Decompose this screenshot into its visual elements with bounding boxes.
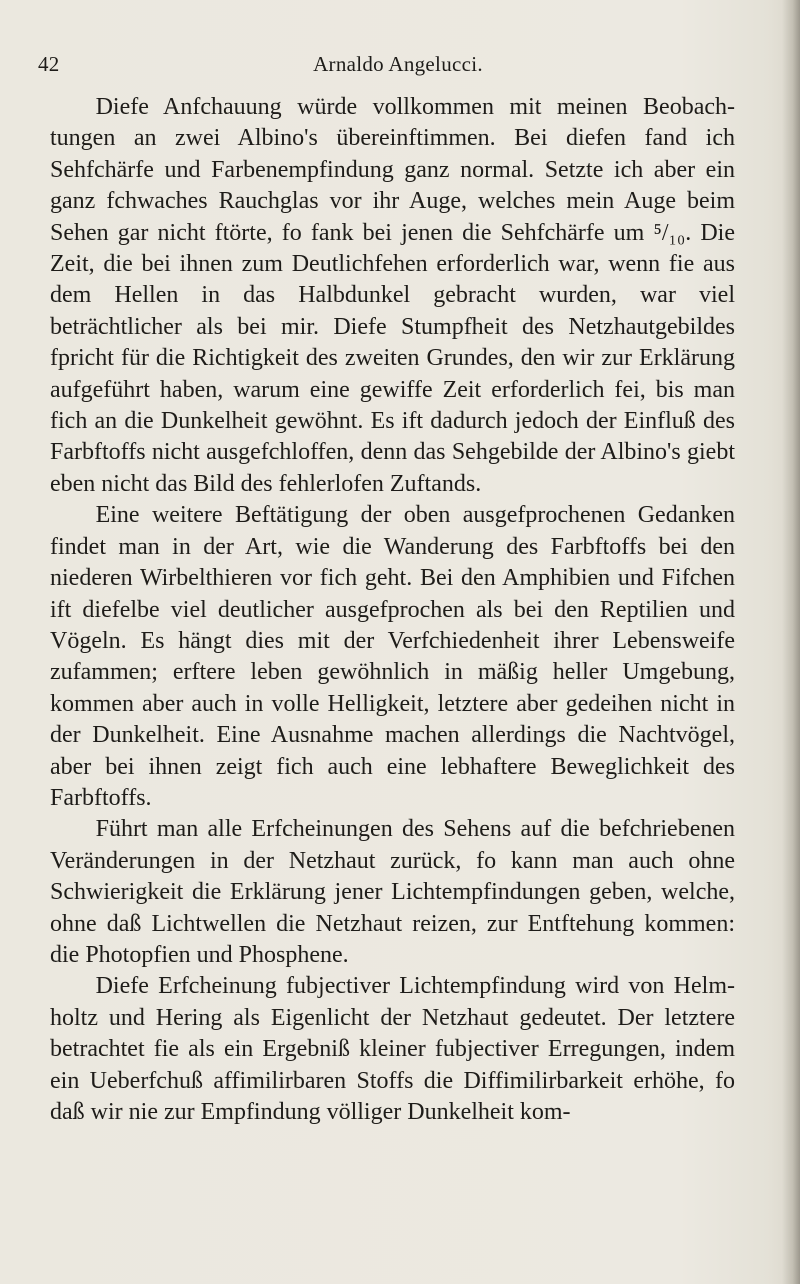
page-number: 42 — [38, 52, 60, 76]
paragraph-4: Diefe Erfcheinung fubjectiver Lichtempfindung wird von Helmholtz und Hering als Eigenlicht der Netzhaut gedeutet. Der letztere betrachtet fie als ein Ergebniß kleiner fubjectiver Erregungen, indem ein Ueberfchuß affimilirbaren Stoffs die Diffimilirbarkeit erhöhe, fo daß wir nie zur Empfindung völliger Dunkelheit kom- — [50, 973, 735, 1125]
paragraph-1: Diefe Anfchauung würde vollkommen mit meinen Beobachtungen an zwei Albino's übereinftimmen. Bei diefen fand ich Sehfchärfe und Farbenempfindung ganz normal. Setzte ich aber ein ganz fchwaches Rauchglas vor ihr Auge, welches mein Auge beim Sehen gar nicht ftörte, fo fank bei jenen die Sehfchärfe um ⁵/₁₀. Die Zeit, die bei ihnen zum Deutlichfehen erforderlich war, wenn fie aus dem Hellen in das Halbdunkel gebracht wurden, war viel beträchtlicher als bei mir. Diefe Stumpfheit des Netzhautgebildes fpricht für die Richtigkeit des zweiten Grundes, den wir zur Erklärung aufgeführt haben, warum eine gewiffe Zeit erforderlich fei, bis man fich an die Dunkelheit gewöhnt. Es ift dadurch jedoch der Einfluß des Farbftoffs nicht ausgefchloffen, denn das Sehgebilde der Albino's giebt eben nicht das Bild des fehlerlofen Zuftands. — [50, 94, 735, 497]
paragraph-2: Eine weitere Beftätigung der oben ausgefprochenen Gedanken findet man in der Art, wie die Wanderung des Farbftoffs bei den niederen Wirbelthieren vor fich geht. Bei den Amphibien und Fifchen ift diefelbe viel deutlicher ausgefprochen als bei den Reptilien und Vögeln. Es hängt dies mit der Verfchiedenheit ihrer Lebensweife zufammen; erftere leben gewöhnlich in mäßig heller Umgebung, kommen aber auch in volle Helligkeit, letztere aber gedeihen nicht in der Dunkelheit. Eine Ausnahme machen allerdings die Nachtvögel, aber bei ihnen zeigt fich auch eine lebhaftere Beweglichkeit des Farbftoffs. — [50, 502, 735, 811]
body-text — [50, 92, 735, 1128]
page-edge-shadow — [782, 0, 800, 1284]
page-header — [38, 52, 738, 84]
paragraph-3: Führt man alle Erfcheinungen des Sehens auf die befchriebenen Veränderungen in der Netzhaut zurück, fo kann man auch ohne Schwierigkeit die Erklärung jener Lichtempfindungen geben, welche, ohne daß Lichtwellen die Netzhaut reizen, zur Entftehung kommen: die Photopfien und Phosphene. — [50, 816, 735, 968]
running-head: Arnaldo Angelucci. — [313, 52, 483, 76]
